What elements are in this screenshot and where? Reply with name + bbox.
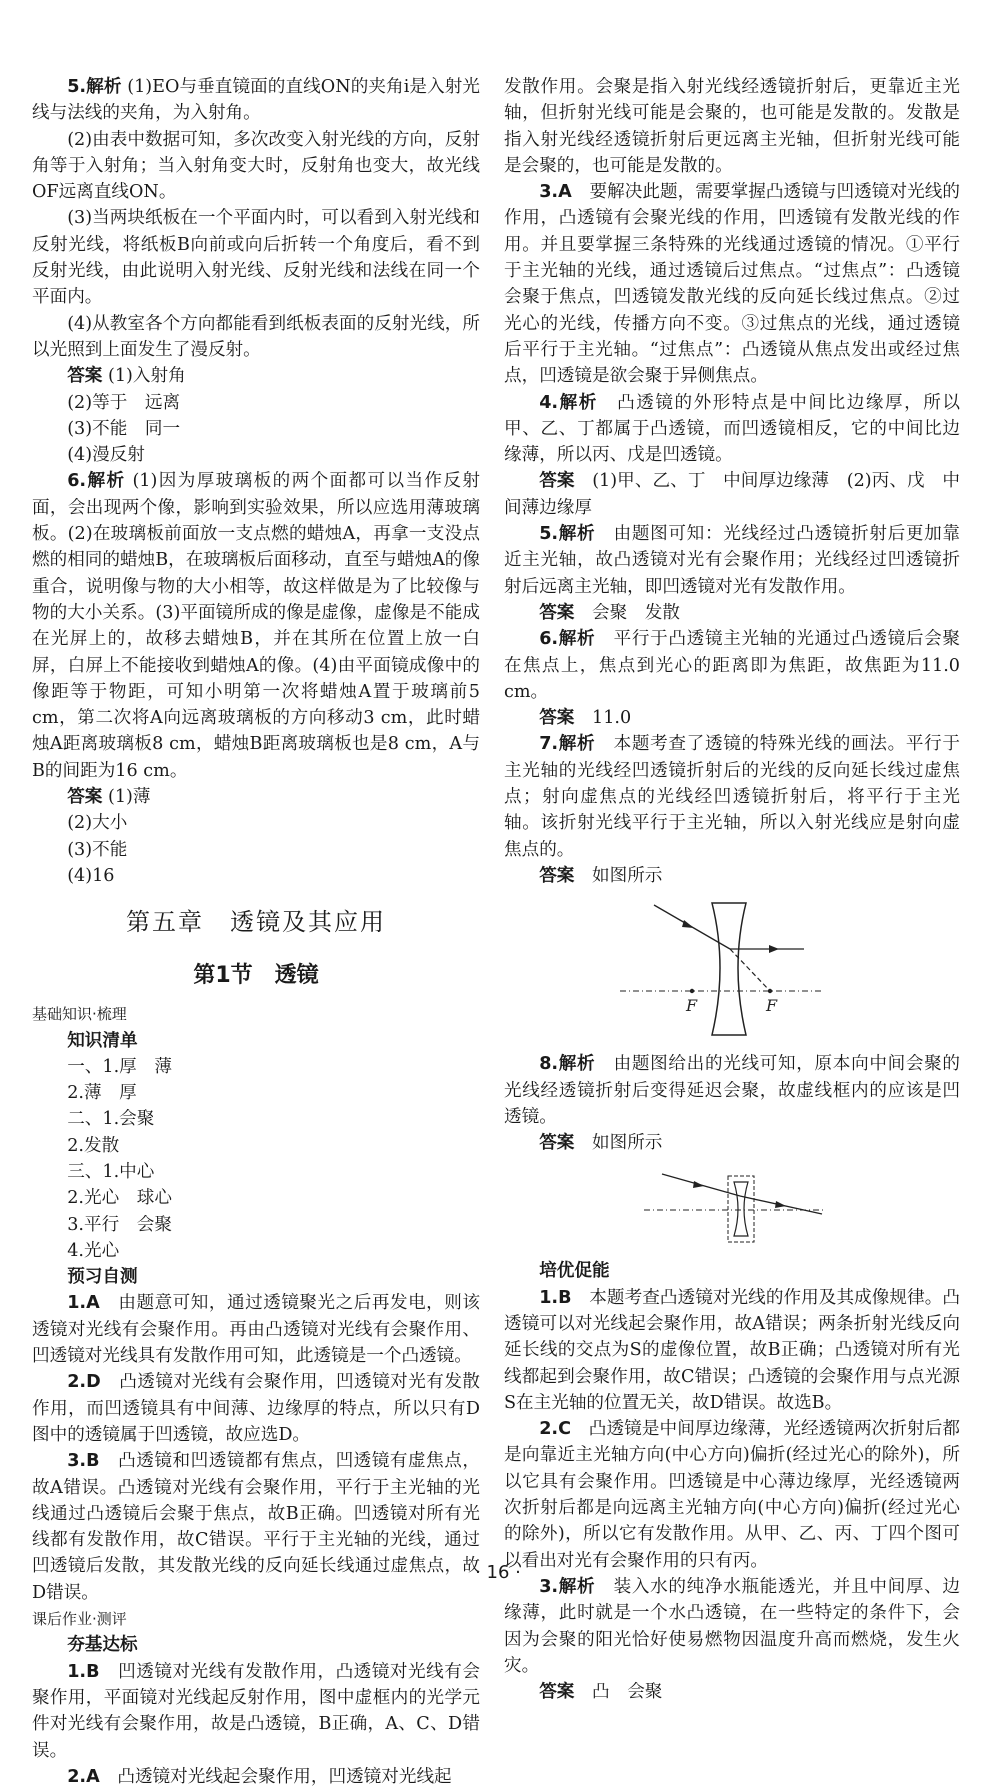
item-label: 2.C (539, 1419, 572, 1440)
item-text: 装入水的纯净水瓶能透光，并且中间厚、边缘薄，此时就是一个水凸透镜，在一些特定的条件下，会因为会聚的阳光恰好使易燃物因温度升高而燃烧，发生火灾。 (504, 1576, 960, 1676)
answer-label: 答案 (539, 1133, 575, 1154)
r-q8-answer (504, 1130, 960, 1156)
r-q5-answer (504, 600, 960, 626)
advanced-item-3-answer (504, 1679, 960, 1705)
item-label: 7.解析 (539, 734, 596, 755)
preview-test-heading: 预习自测 (67, 1267, 138, 1288)
item-label: 6.解析 (539, 629, 596, 650)
homework-item-1 (32, 1659, 480, 1764)
q6-answer-3: (3)不能 (67, 839, 128, 860)
r-q4 (504, 390, 960, 469)
focus-right-dot (768, 989, 772, 993)
knowledge-item: 4.光心 (67, 1240, 120, 1261)
q6-answer-2: (2)大小 (67, 813, 128, 834)
right-column (504, 74, 960, 1705)
answer-label: 答案 (539, 1682, 575, 1703)
item-label: 8.解析 (539, 1054, 596, 1075)
knowledge-item: 三、1.中心 (67, 1161, 155, 1182)
q6-analysis (32, 468, 480, 784)
r-q3 (504, 179, 960, 389)
item-text: 由题图给出的光线可知，原本向中间会聚的光线经透镜折射后变得延迟会聚，故虚线框内的应该是凹透镜。 (504, 1054, 960, 1127)
basic-practice-heading: 夯基达标 (67, 1635, 138, 1656)
q5-analysis-1 (32, 74, 480, 127)
item-text: 要解决此题，需要掌握凸透镜与凹透镜对光线的作用，凸透镜有会聚光线的作用，凹透镜有发散光线的作用。并且要掌握三条特殊的光线通过透镜的情况。①平行于主光轴的光线，通过透镜后过焦点。“过焦点”：凸透镜会聚于焦点，凹透镜发散光线的反向延长线过焦点。②过光心的光线，传播方向不变。③过焦点的光线，通过透镜后平行于主光轴。“过焦点”：凸透镜从焦点发出或经过焦点，凹透镜是欲会聚于异侧焦点。 (504, 182, 960, 387)
lens-box-ray-diagram (504, 1162, 960, 1252)
item-text: 凹透镜对光线有发散作用，凸透镜对光线有会聚作用，平面镜对光线起反射作用，图中虚框内的光学元件对光线有会聚作用，故是凸透镜，B正确，A、C、D错误。 (32, 1661, 480, 1761)
r-q8 (504, 1051, 960, 1130)
advanced-item-2 (504, 1416, 960, 1574)
item-text: 由题图可知：光线经过凸透镜折射后更加靠近主光轴，故凸透镜对光有会聚作用；光线经过凹透镜折射后远离主光轴，即凹透镜对光有发散作用。 (504, 524, 960, 597)
q5-label: 5.解析 (67, 77, 122, 97)
continued-text: 发散作用。会聚是指入射光线经透镜折射后，更靠近主光轴，但折射光线可能是会聚的，也可能是发散的。发散是指入射光线经透镜折射后更远离主光轴，但折射光线可能是会聚的，也可能是发散的。 (504, 77, 960, 176)
focus-right-label: F (766, 996, 778, 1016)
left-column (32, 74, 480, 1790)
answer-text: 如图所示 (592, 1133, 663, 1154)
homework-item-2 (32, 1764, 480, 1790)
advanced-item-3 (504, 1574, 960, 1679)
answer-text: 会聚 发散 (592, 602, 680, 623)
item-text: 本题考查凸透镜对光线的作用及其成像规律。凸透镜可以对光线起会聚作用，故A错误；两条折射光线反向延长线的交点为S的虚像位置，故B正确；凸透镜对所有光线都起到会聚作用，故C错误；凸透镜的会聚作用与点光源S在主光轴的位置无关，故D错误。故选B。 (504, 1287, 960, 1413)
r-q7-answer (504, 863, 960, 889)
q6-answer-1: (1)薄 (107, 787, 151, 808)
focus-left-dot (690, 989, 694, 993)
answer-text: (1)甲、乙、丁 中间厚边缘薄 (2)丙、戊 中间薄边缘厚 (504, 471, 960, 518)
chapter-title: 第五章 透镜及其应用 (126, 908, 386, 937)
item-label: 1.A (67, 1293, 100, 1314)
item-label: 3.解析 (539, 1576, 596, 1597)
extension-line (730, 949, 770, 991)
item-text: 凸透镜是中间厚边缘薄，光经透镜两次折射后都是向靠近主光轴方向(中心方向)偏折(经过光心的除外)，所以它具有会聚作用。凹透镜是中心薄边缘厚，光经透镜两次折射后都是向远离主光轴方向(中心方向)偏折(经过光心的除外)，所以它有发散作用。从甲、乙、丙、丁四个图可以看出对光有会聚作用的只有丙。 (504, 1419, 960, 1571)
preview-item-2 (32, 1369, 480, 1448)
knowledge-item: 2.光心 球心 (67, 1188, 172, 1209)
q6-answer-4: (4)16 (67, 865, 115, 886)
r-q6-answer (504, 705, 960, 731)
arrow-icon (769, 945, 779, 953)
item-text: 本题考查了透镜的特殊光线的画法。平行于主光轴的光线经凹透镜折射后的光线的反向延长线过虚焦点；射向虚焦点的光线经凹透镜折射后，将平行于主光轴。该折射光线平行于主光轴，所以入射光线应是射向虚焦点的。 (504, 734, 960, 860)
item-text: 凸透镜对光线起会聚作用，凹透镜对光线起 (117, 1766, 452, 1787)
advanced-heading: 培优促能 (539, 1261, 610, 1282)
q5-answer-1: (1)入射角 (107, 366, 186, 387)
knowledge-item: 2.薄 厚 (67, 1083, 137, 1104)
item-text: 由题意可知，通过透镜聚光之后再发电，则该透镜对光线有会聚作用。再由凸透镜对光线有会聚作用、凹透镜对光线具有发散作用可知，此透镜是一个凸透镜。 (32, 1293, 480, 1367)
knowledge-item: 一、1.厚 薄 (67, 1056, 172, 1077)
q6-text: (1)因为厚玻璃板的两个面都可以当作反射面，会出现两个像，影响到实验效果，所以应选用薄玻璃板。(2)在玻璃板前面放一支点燃的蜡烛A，再拿一支没点燃的相同的蜡烛B，在玻璃板后面移动，直至与蜡烛A的像重合，说明像与物的大小相等，故这样做是为了比较像与物的大小关系。(3)平面镜所成的像是虚像，虚像是不能成在光屏上的，故移去蜡烛B，并在其所在位置上放一白屏，白屏上不能接收到蜡烛A的像。(4)由平面镜成像中的像距等于物距，可知小明第一次将蜡烛A置于玻璃前5 cm，第二次将A向远离玻璃板的方向移动3 cm，此时蜡烛A距离玻璃板8 cm，蜡烛B距离玻璃板也是8 cm，A与B的间距为16 cm。 (32, 471, 480, 781)
basic-knowledge-tag: 基础知识·梳理 (32, 1005, 127, 1024)
preview-item-1 (32, 1290, 480, 1369)
advanced-item-1 (504, 1285, 960, 1416)
q5-answer-3: (3)不能 同一 (67, 418, 181, 439)
page-number: · 16 · (475, 1562, 521, 1583)
homework-tag: 课后作业·测评 (32, 1610, 127, 1629)
r-q7 (504, 731, 960, 862)
item-text: 平行于凸透镜主光轴的光通过凸透镜后会聚在焦点上，焦点到光心的距离即为焦距，故焦距为11.0 cm。 (504, 629, 960, 702)
answer-text: 凸 会聚 (592, 1682, 663, 1703)
answer-label: 答案 (67, 787, 103, 808)
q5-analysis-4: (4)从教室各个方向都能看到纸板表面的反射光线，所以光照到上面发生了漫反射。 (32, 313, 480, 360)
answer-label: 答案 (539, 602, 575, 623)
answer-label: 答案 (539, 471, 575, 492)
arrow-icon (693, 1181, 704, 1188)
item-label: 4.解析 (539, 392, 598, 413)
concave-lens (712, 903, 746, 1035)
knowledge-item: 3.平行 会聚 (67, 1214, 172, 1235)
section-title: 第1节 透镜 (193, 963, 319, 989)
knowledge-item: 二、1.会聚 (67, 1109, 155, 1130)
concave-lens (734, 1182, 748, 1236)
r-q5 (504, 521, 960, 600)
answer-label: 答案 (67, 366, 103, 387)
item-text: 凸透镜对光线有会聚作用，凹透镜对光有发散作用，而凹透镜具有中间薄、边缘厚的特点，所以只有D图中的透镜属于凹透镜，故应选D。 (32, 1372, 480, 1445)
answer-label: 答案 (539, 865, 575, 886)
arrow-icon (682, 920, 694, 928)
item-label: 1.B (67, 1661, 100, 1682)
q5-text-1: (1)EO与垂直镜面的直线ON的夹角i是入射光线与法线的夹角，为入射角。 (32, 77, 480, 124)
q5-answer-2: (2)等于 远离 (67, 392, 181, 413)
item-label: 2.D (67, 1372, 101, 1393)
q5-analysis-2: (2)由表中数据可知，多次改变入射光线的方向，反射角等于入射角；当入射角变大时，反射角也变大，故光线OF远离直线ON。 (32, 129, 480, 203)
item-text: 凸透镜的外形特点是中间比边缘厚，所以甲、乙、丁都属于凸透镜，而凹透镜相反，它的中间比边缘薄，所以丙、戊是凹透镜。 (504, 392, 960, 466)
knowledge-list-heading: 知识清单 (67, 1030, 138, 1051)
item-label: 1.B (539, 1287, 572, 1308)
q5-answer (32, 363, 480, 389)
item-text: 凸透镜和凹透镜都有焦点，凹透镜有虚焦点，故A错误。凸透镜对光线有会聚作用，平行于主光轴的光线通过凸透镜后会聚于焦点，故B正确。凹透镜对所有光线都有发散作用，故C错误。平行于主光轴的光线，通过凹透镜后发散，其发散光线的反向延长线通过虚焦点，故D错误。 (32, 1451, 480, 1603)
answer-text: 11.0 (592, 708, 632, 729)
arrow-icon (775, 1201, 786, 1208)
item-label: 2.A (67, 1766, 100, 1787)
answer-label: 答案 (539, 708, 575, 729)
focus-left-label: F (686, 996, 698, 1016)
answer-text: 如图所示 (592, 865, 663, 886)
concave-lens-ray-diagram (504, 895, 960, 1045)
r-q6 (504, 626, 960, 705)
knowledge-item: 2.发散 (67, 1135, 120, 1156)
q6-label: 6.解析 (67, 471, 126, 492)
dashed-box (728, 1176, 754, 1242)
q5-answer-4: (4)漫反射 (67, 445, 145, 466)
r-q4-answer (504, 468, 960, 521)
q6-answer (32, 784, 480, 810)
item-label: 3.B (67, 1451, 100, 1472)
item-label: 5.解析 (539, 524, 596, 545)
item-label: 3.A (539, 182, 572, 203)
q5-analysis-3: (3)当两块纸板在一个平面内时，可以看到入射光线和反射光线，将纸板B向前或向后折转一个角度后，看不到反射光线，由此说明入射光线、反射光线和法线在同一个平面内。 (32, 208, 480, 308)
